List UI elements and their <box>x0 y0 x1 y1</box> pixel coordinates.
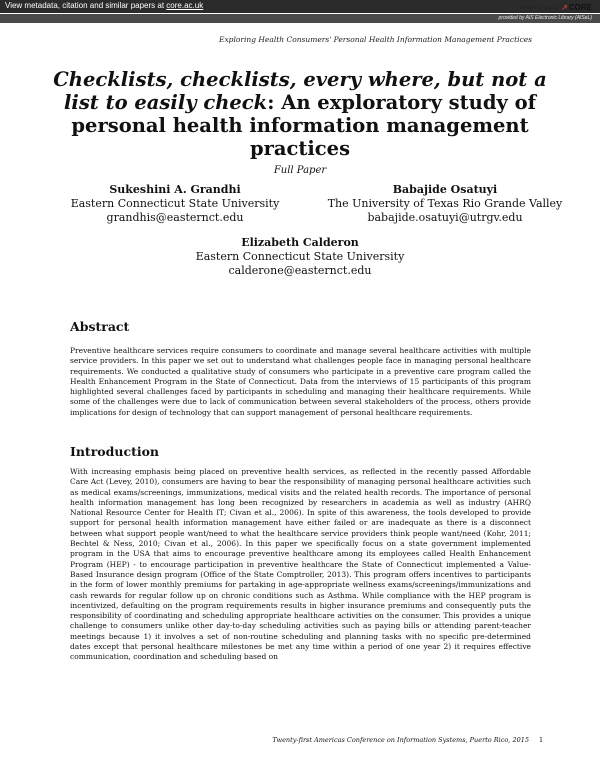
brought-to-you-by[interactable] <box>520 3 592 12</box>
title-italic-part: Checklists, checklists, every where, but not a list to easily check <box>53 68 547 114</box>
introduction-heading: Introduction <box>70 444 160 459</box>
running-head: Exploring Health Consumers' Personal Health Information Management Practices <box>218 35 532 44</box>
author-email: grandhis@easternct.edu <box>106 211 244 224</box>
author-block <box>320 183 570 225</box>
brought-by-text: brought to you by <box>519 4 559 11</box>
core-banner <box>0 0 600 13</box>
author-affiliation: The University of Texas Rio Grande Valley <box>327 197 563 210</box>
introduction-text: With increasing emphasis being placed on preventive health services, as reflected in the recently passed Affordable Care Act (Levey, 2010), consumers are having to bear the responsibility of managing personal healthcare activities such as medical exams/screenings, immunizations, medical visits and the related health records. The importance of personal health information management has long been recognized by researchers in academia as well as industry (AHRQ National Resource Center for Health IT; Civan et al., 2006). In spite of this awareness, the tools developed to provide support for personal health information management have either failed or are inadequate as there is a disconnect between what support people want/need to what the healthcare service providers think people want/need (Kohr, 2011; Bechtel & Ness, 2010; Civan et al., 2006). In this paper we specifically focus on a state government implemented program in the USA that aims to encourage preventive healthcare among its employees called Health Enhancement Program (HEP) - to encourage participation in preventive healthcare the State of Connecticut implemented a Value-Based Insurance design program (Office of the State Comptroller, 2013). This program offers incentives to participants in the form of lower monthly premiums for partaking in age-appropriate wellness exams/screenings/immunizations and cash rewards for regular follow up on chronic conditions such as Asthma. While compliance with the HEP program is incentivized, defaulting on the program requirements results in higher insurance premiums and consequently puts the responsibility of coordinating and scheduling appropriate healthcare activities on the consumer. This provides a unique challenge to consumers unlike other day-to-day scheduling activities such as paying bills or attending parent-teacher meetings because 1) it involves a set of non-routine scheduling and planning tasks with no specific pre-determined dates except that personal healthcare milestones be met any time within a period of one year 2) it requires effective communication, coordination and scheduling based on <box>70 467 531 662</box>
core-logo[interactable]: ↗ CORE <box>561 3 592 12</box>
author-name: Babajide Osatuyi <box>392 183 498 196</box>
author-email: babajide.osatuyi@utrgv.edu <box>367 211 523 224</box>
author-affiliation: Eastern Connecticut State University <box>195 250 405 263</box>
author-block <box>150 236 450 278</box>
author-name: Sukeshini A. Grandhi <box>109 183 241 196</box>
metadata-link[interactable] <box>5 1 203 10</box>
author-affiliation: Eastern Connecticut State University <box>70 197 280 210</box>
provided-by-text[interactable]: provided by AIS Electronic Library (AISeL) <box>498 15 592 21</box>
provided-by-bar <box>0 14 600 23</box>
abstract-heading: Abstract <box>70 319 130 334</box>
title-rest: : An exploratory study of personal health information management practices <box>71 91 536 160</box>
footer-conference: Twenty-first Americas Conference on Information Systems, Puerto Rico, 2015 <box>272 736 529 744</box>
page-number: 1 <box>539 736 544 744</box>
core-link[interactable]: core.ac.uk <box>166 1 204 10</box>
author-name: Elizabeth Calderon <box>241 236 359 249</box>
paper-title <box>40 68 560 160</box>
author-block <box>60 183 290 225</box>
author-email: calderone@easternct.edu <box>228 264 372 277</box>
metadata-link-text: View metadata, citation and similar papers at <box>5 1 165 10</box>
abstract-text: Preventive healthcare services require consumers to coordinate and manage several healthcare activities with multiple service providers. In this paper we set out to understand what challenges people face in managing personal healthcare requirements. We conducted a qualitative study of consumers who participate in a preventive care program called the Health Enhancement Program in the State of Connecticut. Data from the interviews of 15 participants of this program highlighted several challenges faced by participants in scheduling and managing their healthcare requirements. While some of the challenges were due to lack of communication between several stakeholders of the process, others provide implications for design of technology that can support management of personal healthcare requirements. <box>70 346 531 417</box>
paper-type: Full Paper <box>273 165 327 176</box>
